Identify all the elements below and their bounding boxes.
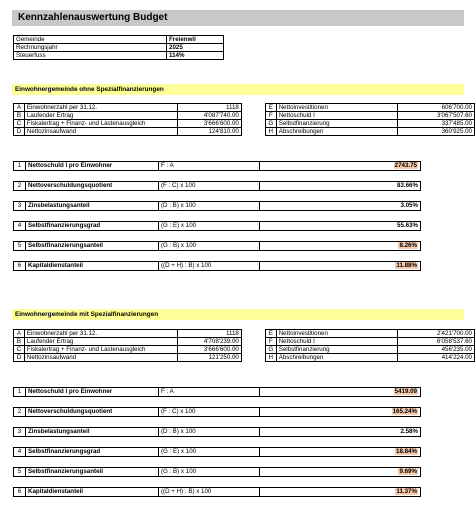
key-letter: G: [265, 346, 276, 354]
value-amount: 4'708'239.00: [178, 338, 242, 346]
ratio-name: Nettoverschuldungsquotient: [26, 408, 159, 417]
ratio-number: 1: [14, 162, 26, 171]
key-letter: D: [14, 354, 25, 362]
value-label: Fiskalertrag + Finanz- und Lastenausgleich: [24, 346, 177, 354]
ratio-row-6: [13, 261, 421, 271]
ratio-result: 8.26%: [399, 242, 417, 249]
info-row: [14, 36, 224, 44]
ratio-formula: (D : B) x 100: [159, 202, 260, 211]
ratio-row-2: [13, 181, 421, 191]
ratio-name: Nettoschuld I pro Einwohner: [26, 162, 159, 171]
key-letter: B: [14, 112, 25, 120]
ratio-formula: (G : E) x 100: [159, 222, 260, 231]
ratio-row-6: [13, 487, 421, 497]
ratio-number: 3: [14, 202, 26, 211]
key-letter: B: [14, 338, 25, 346]
ratio-result: 5419.09: [394, 388, 417, 395]
table-row: [14, 112, 475, 120]
value-label: Laufender Ertrag: [24, 338, 177, 346]
ratio-result: 9.69%: [399, 468, 417, 475]
table-row: [14, 120, 475, 128]
key-letter: A: [14, 330, 25, 338]
ratio-result: 18.84%: [396, 448, 417, 455]
ratio-result: 3.05%: [400, 202, 418, 209]
ratio-number: 4: [14, 448, 26, 457]
ratio-formula: ((D + H) : B) x 100: [159, 488, 260, 497]
key-letter: F: [265, 338, 276, 346]
key-letter: D: [14, 128, 25, 136]
info-label: Rechnungsjahr: [14, 44, 167, 52]
value-label: Nettoinvestitionen: [276, 104, 397, 112]
table-row: [14, 330, 475, 338]
ratio-result: 165.24%: [392, 408, 417, 415]
key-letter: G: [265, 120, 276, 128]
info-value: Freienwil: [167, 36, 224, 44]
value-amount: 3'067'507.60: [398, 112, 475, 120]
ratio-row-5: [13, 241, 421, 251]
value-amount: 337'485.00: [398, 120, 475, 128]
info-row: [14, 52, 224, 60]
ratio-result: 2.58%: [400, 428, 418, 435]
table-row: [14, 354, 475, 362]
ratio-number: 2: [14, 408, 26, 417]
ratio-formula: (G : B) x 100: [159, 468, 260, 477]
value-label: Nettoinvestitionen: [276, 330, 397, 338]
ratio-formula: ((D + H) : B) x 100: [159, 262, 260, 271]
table-row: [14, 128, 475, 136]
value-amount: 2'421'700.00: [398, 330, 475, 338]
ratio-name: Kapitaldienstanteil: [26, 262, 159, 271]
key-letter: C: [14, 120, 25, 128]
ratio-formula: (D : B) x 100: [159, 428, 260, 437]
ratio-formula: (G : B) x 100: [159, 242, 260, 251]
value-label: Einwohnerzahl per 31.12.: [24, 104, 177, 112]
value-label: Laufender Ertrag: [24, 112, 177, 120]
value-label: Nettozinsaufwand: [24, 128, 177, 136]
ratio-name: Nettoverschuldungsquotient: [26, 182, 159, 191]
value-amount: 3'666'600.00: [178, 120, 242, 128]
ratio-row-1: [13, 387, 421, 397]
value-label: Selbstfinanzierung: [276, 346, 397, 354]
section-heading: Einwohnergemeinde mit Spezialfinanzierungen: [12, 309, 464, 320]
ratio-row-1: [13, 161, 421, 171]
ratio-name: Selbstfinanzierungsgrad: [26, 448, 159, 457]
value-amount: 124'810.00: [178, 128, 242, 136]
value-amount: 1118: [178, 330, 242, 338]
ratio-result: 83.66%: [397, 182, 418, 189]
ratio-number: 6: [14, 262, 26, 271]
ratio-result: 55.63%: [397, 222, 418, 229]
value-label: Abschreibungen: [276, 354, 397, 362]
table-row: [14, 104, 475, 112]
key-letter: F: [265, 112, 276, 120]
ratio-name: Zinsbelastungsanteil: [26, 428, 159, 437]
ratio-name: Selbstfinanzierungsgrad: [26, 222, 159, 231]
ratio-result: 11.37%: [396, 488, 417, 495]
section-heading: Einwohnergemeinde ohne Spezialfinanzierungen: [12, 84, 464, 95]
ratio-formula: (F : C) x 100: [159, 182, 260, 191]
values-table: [13, 329, 475, 362]
ratio-number: 1: [14, 388, 26, 397]
key-letter: E: [265, 330, 276, 338]
ratio-name: Selbstfinanzierungsanteil: [26, 242, 159, 251]
table-row: [14, 346, 475, 354]
value-label: Selbstfinanzierung: [276, 120, 397, 128]
key-letter: A: [14, 104, 25, 112]
value-label: Einwohnerzahl per 31.12.: [24, 330, 177, 338]
ratio-number: 5: [14, 468, 26, 477]
ratio-number: 6: [14, 488, 26, 497]
ratio-row-5: [13, 467, 421, 477]
ratio-row-4: [13, 447, 421, 457]
value-label: Abschreibungen: [276, 128, 397, 136]
value-label: Fiskalertrag + Finanz- und Lastenausgleich: [24, 120, 177, 128]
value-amount: 360'925.00: [398, 128, 475, 136]
value-label: Nettoschuld I: [276, 338, 397, 346]
key-letter: H: [265, 354, 276, 362]
ratio-formula: F : A: [159, 162, 260, 171]
info-table: [13, 35, 224, 60]
value-amount: 456'235.00: [398, 346, 475, 354]
ratio-name: Nettoschuld I pro Einwohner: [26, 388, 159, 397]
info-label: Steuerfuss: [14, 52, 167, 60]
value-amount: 6'058'537.60: [398, 338, 475, 346]
ratio-number: 3: [14, 428, 26, 437]
value-amount: 121'250.00: [178, 354, 242, 362]
value-label: Nettoschuld I: [276, 112, 397, 120]
ratio-number: 4: [14, 222, 26, 231]
info-value: 2025: [167, 44, 224, 52]
key-letter: E: [265, 104, 276, 112]
table-row: [14, 338, 475, 346]
ratio-row-4: [13, 221, 421, 231]
info-value: 114%: [167, 52, 224, 60]
value-amount: 606'700.00: [398, 104, 475, 112]
value-amount: 1118: [178, 104, 242, 112]
ratio-row-2: [13, 407, 421, 417]
key-letter: H: [265, 128, 276, 136]
ratio-formula: F : A: [159, 388, 260, 397]
ratio-number: 5: [14, 242, 26, 251]
ratio-result: 11.88%: [396, 262, 417, 269]
value-amount: 4'087'740.00: [178, 112, 242, 120]
info-row: [14, 44, 224, 52]
value-label: Nettozinsaufwand: [24, 354, 177, 362]
ratio-name: Zinsbelastungsanteil: [26, 202, 159, 211]
ratio-name: Kapitaldienstanteil: [26, 488, 159, 497]
ratio-row-3: [13, 201, 421, 211]
page-title: Kennzahlenauswertung Budget: [12, 10, 464, 26]
ratio-row-3: [13, 427, 421, 437]
info-label: Gemeinde: [14, 36, 167, 44]
ratio-formula: (G : E) x 100: [159, 448, 260, 457]
ratio-result: 2743.75: [394, 162, 417, 169]
ratio-formula: (F : C) x 100: [159, 408, 260, 417]
key-letter: C: [14, 346, 25, 354]
ratio-name: Selbstfinanzierungsanteil: [26, 468, 159, 477]
value-amount: 414'224.00: [398, 354, 475, 362]
values-table: [13, 103, 475, 136]
value-amount: 3'666'600.00: [178, 346, 242, 354]
ratio-number: 2: [14, 182, 26, 191]
